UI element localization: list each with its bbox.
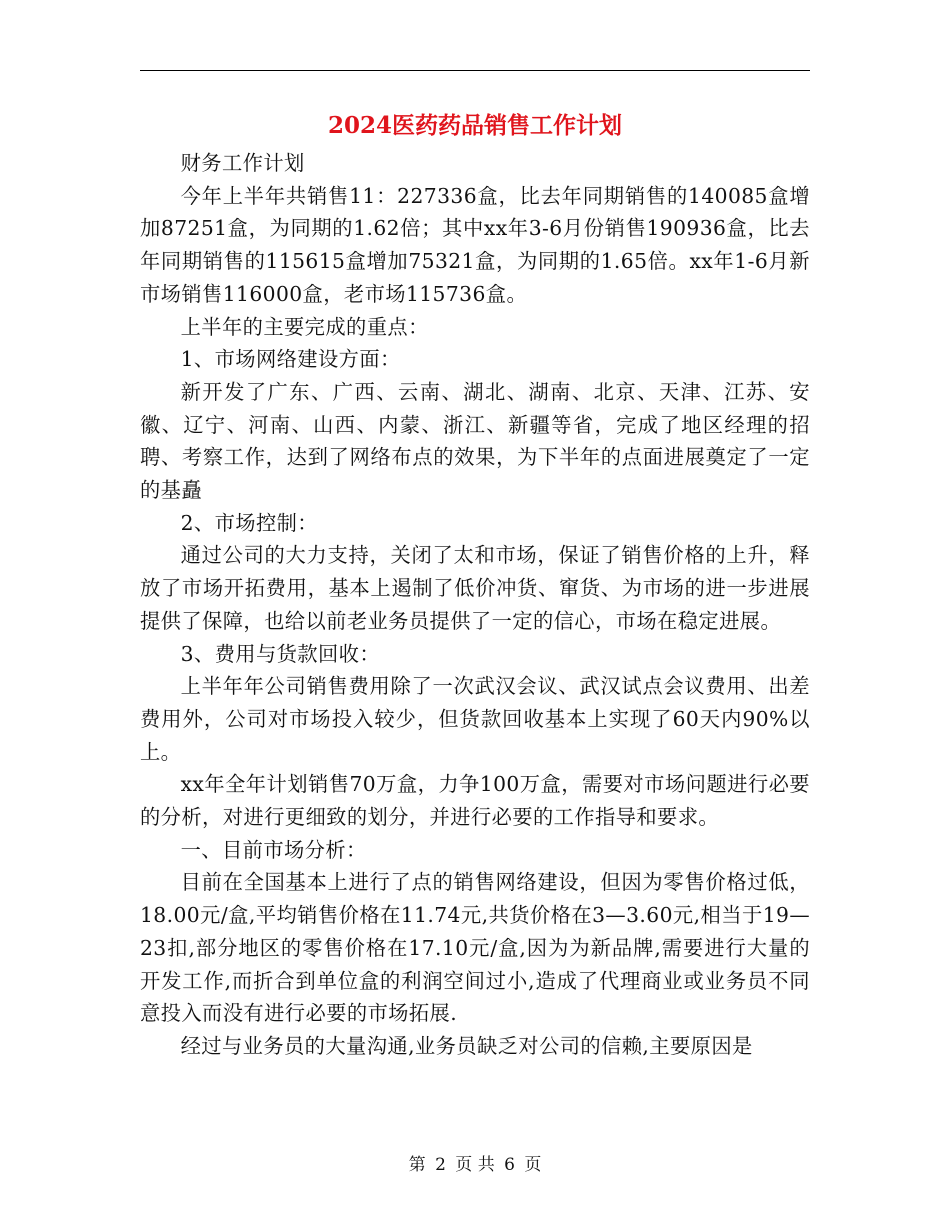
header-rule	[140, 70, 810, 71]
paragraph: 财务工作计划	[180, 151, 305, 175]
paragraph: 1、市场网络建设方面：	[180, 347, 401, 372]
page-footer	[140, 1152, 810, 1178]
paragraph: 一、目前市场分析：	[180, 837, 367, 862]
page-label-mid: 页 共	[455, 1155, 495, 1175]
document-title: 2024医药药品销售工作计划	[327, 112, 622, 139]
document-body	[140, 147, 810, 1063]
paragraph: 经过与业务员的大量沟通,业务员缺乏对公司的信赖,主要原因是	[180, 1033, 753, 1058]
paragraph: 上半年的主要完成的重点：	[180, 314, 429, 339]
paragraph: 今年上半年共销售11：227336盒，比去年同期销售的140085盒增加87251盒，为同期的1.62倍；其中xx年3-6月份销售190936盒，比去年同期销售的115615盒增加75321盒，为同期的1.65倍。xx年1-6月新市场销售116000盒，老市场115736盒。	[140, 183, 810, 306]
paragraph: xx年全年计划销售70万盒，力争100万盒，需要对市场问题进行必要的分析，对进行更细致的划分，并进行必要的工作指导和要求。	[140, 772, 810, 830]
paragraph: 上半年年公司销售费用除了一次武汉会议、武汉试点会议费用、出差费用外，公司对市场投入较少，但货款回收基本上实现了60天内90%以上。	[140, 674, 810, 764]
page-total: 6	[504, 1155, 515, 1175]
paragraph: 通过公司的大力支持，关闭了太和市场，保证了销售价格的上升，释放了市场开拓费用，基本上遏制了低价冲货、窜货、为市场的进一步进展提供了保障，也给以前老业务员提供了一定的信心，市场在稳定进展。	[140, 543, 810, 633]
paragraph: 新开发了广东、广西、云南、湖北、湖南、北京、天津、江苏、安徽、辽宁、河南、山西、内蒙、浙江、新疆等省，完成了地区经理的招聘、考察工作，达到了网络布点的效果，为下半年的点面进展奠定了一定的基矗	[140, 379, 810, 503]
page-current: 2	[435, 1155, 446, 1175]
page-label-prefix: 第	[408, 1155, 426, 1175]
paragraph: 3、费用与货款回收：	[180, 641, 381, 666]
paragraph: 目前在全国基本上进行了点的销售网络建设，但因为零售价格过低，18.00元/盒,平均销售价格在11.74元,共货价格在3—3.60元,相当于19—23扣,部分地区的零售价格在17.10元/盒,因为为新品牌,需要进行大量的开发工作,而折合到单位盒的利润空间过小,造成了代理商业或业务员不同意投入而没有进行必要的市场拓展.	[140, 870, 810, 1026]
paragraph: 2、市场控制：	[180, 510, 318, 535]
page-label-suffix: 页	[524, 1155, 542, 1175]
